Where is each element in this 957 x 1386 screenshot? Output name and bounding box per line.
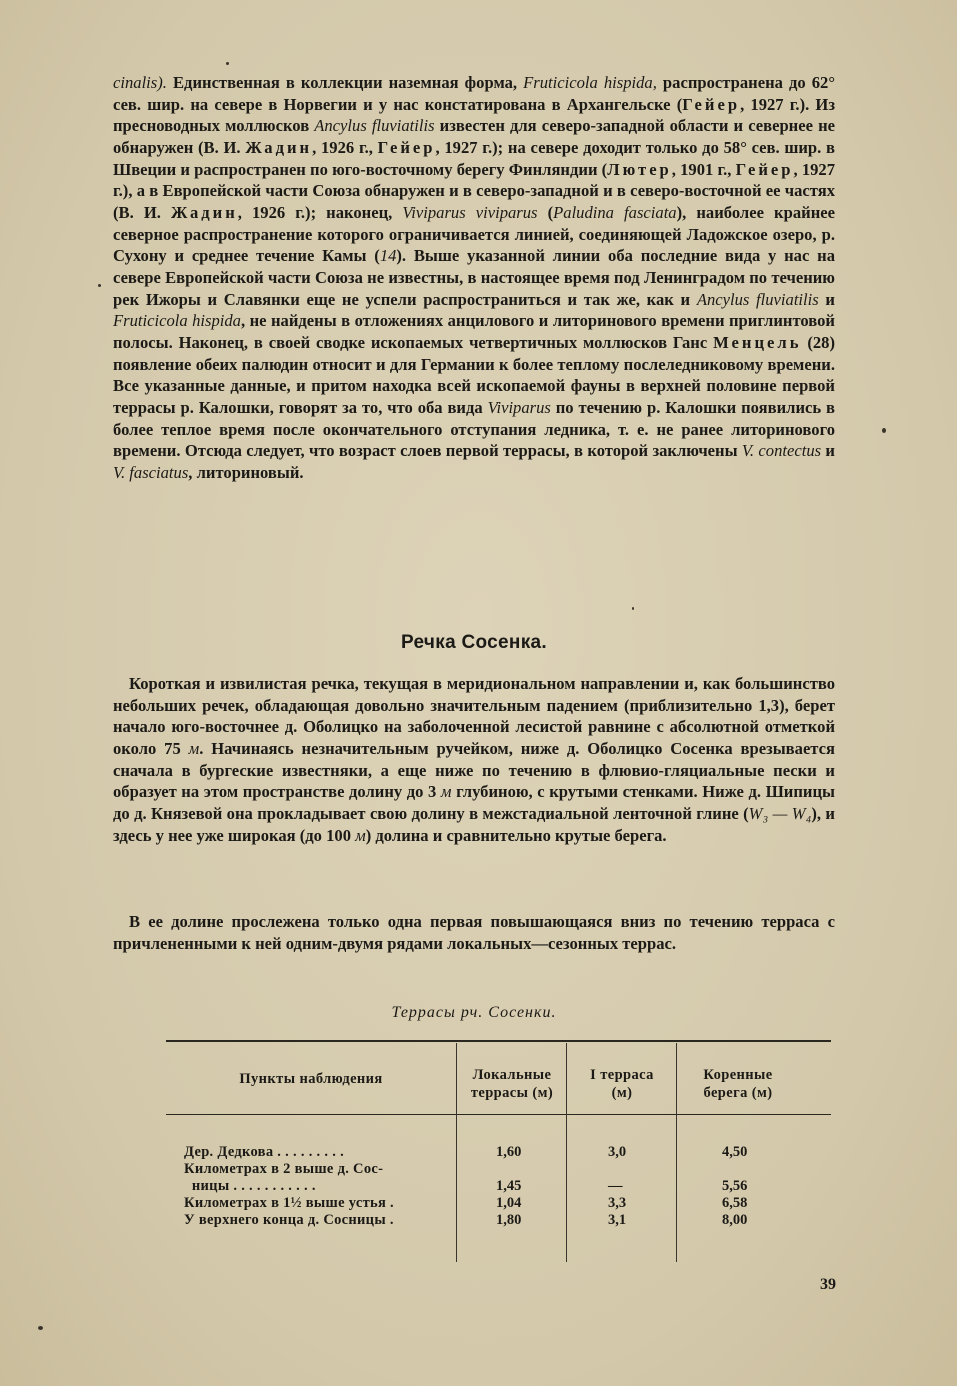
section-title: Речка Сосенка. — [401, 632, 547, 653]
page-number: 39 — [820, 1276, 836, 1293]
header-local-terraces: Локальные террасы (м) — [470, 1067, 554, 1101]
table-row: У верхнего конца д. Сосницы . 1,80 3,1 8,00 — [184, 1212, 748, 1228]
header-first-terrace: I терраса (м) — [590, 1067, 654, 1101]
table-row: Километрах в 2 выше д. Сос- — [184, 1161, 384, 1177]
table-row: Дер. Дедкова . . . . . . . . . 1,60 3,0 4,50 — [184, 1144, 748, 1160]
paragraph-river-description: Короткая и извилистая речка, текущая в меридиональном направлении и, как большинство небольших речек, обладающая довольно значительным падением (приблизительно 1,3), берет начало юго-восточнее д. Оболицко на заболоченной лесистой равнине с абсолютной отметкой около 75 м. Начинаясь незначительным ручейком, ниже д. Оболицко Сосенка врезывается сначала в бургеские известняки, а еще ниже по течению в флювио-гляциальные пески и образует на этом пространстве долину до 3 м глубиною, с крутыми стенками. Ниже д. Шипицы до д. Князевой она прокладывает свою долину в межстадиальной ленточной глине (W₃ — W₄), и здесь у нее уже широкая (до 100 м) долина и сравнительно крутые берега. — [113, 674, 836, 845]
table-caption: Террасы рч. Сосенки. — [391, 1004, 557, 1021]
paragraph-terraces: В ее долине прослежена только одна первая повышающаяся вниз по течению терраса с причлененными к ней одним-двумя рядами локальных—сезонных террас. — [113, 912, 835, 953]
header-bedrock-banks: Коренные берега (м) — [703, 1067, 773, 1101]
table-row: ницы . . . . . . . . . . . 1,45 — 5,56 — [184, 1178, 748, 1194]
paper-speck — [882, 428, 886, 433]
table-top-rule — [166, 1040, 831, 1042]
header-points: Пункты наблюдения — [239, 1071, 383, 1087]
table-header-rule — [166, 1114, 831, 1115]
paper-speck — [98, 284, 101, 287]
paper-speck — [226, 62, 229, 65]
table-row: Километрах в 1½ выше устья . 1,04 3,3 6,58 — [184, 1195, 748, 1211]
paper-speck — [632, 607, 634, 610]
terrace-table — [166, 1040, 831, 1262]
paper-speck — [38, 1326, 43, 1330]
paragraph-mollusks: cinalis). Единственная в коллекции наземная форма, Fruticicola hispida, распространена до 62° сев. шир. на севере в Норвегии и у нас констатирована в Архангельске (Гейер, 1927 г.). Из пресноводных моллюсков Ancylus fluviatilis известен для северо-западной области и севернее не обнаружен (В. И. Жадин, 1926 г., Гейер, 1927 г.); на севере доходит только до 58° сев. шир. в Швеции и распространен по юго-восточному берегу Финляндии (Лютер, 1901 г., Гейер, 1927 г.), а в Европейской части Союза обнаружен и в северо-западной и в северо-восточной ее частях (В. И. Жадин, 1926 г.); наконец, Viviparus viviparus (Paludina fasciata), наиболее крайнее северное распространение которого ограничивается линией, соединяющей Ладожское озеро, р. Сухону и среднее течение Камы (14). Выше указанной линии оба последние вида у нас на севере Европейской части Союза не известны, в настоящее время под Ленинградом по течению рек Ижоры и Славянки еще не успели распространиться и так же, как и Ancylus fluviatilis и Fruticicola hispida, не найдены в отложениях анцилового и литоринового времени приглинтовой полосы. Наконец, в своей сводке ископаемых четвертичных моллюсков Ганс Менцель (28) появление обеих палюдин относит и для Германии к более теплому послеледниковому времени. Все указанные данные, и притом находка всей ископаемой фауны в верхней половине первой террасы р. Калошки, говорят за то, что оба вида Viviparus по течению р. Калошки появились в более теплое время после окончательного отступания ледника, т. е. не ранее литоринового времени. Отсюда следует, что возраст слоев первой террасы, в которой заключены V. contectus и V. fasciatus, литориновый. — [113, 73, 836, 482]
